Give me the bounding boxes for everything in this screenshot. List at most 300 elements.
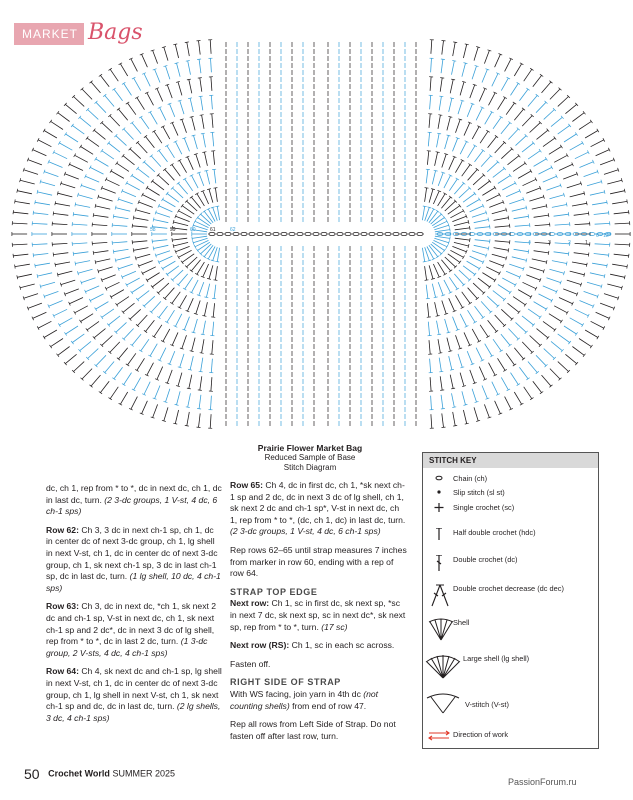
stitch-mark [53,253,54,257]
stitch-mark [498,358,506,370]
stitch-mark [530,123,541,133]
stitch-mark [126,364,129,366]
stitch-mark [73,252,74,256]
stitch-mark [35,200,36,204]
stitch-mark [575,152,588,159]
stitch-mark [13,254,14,258]
stitch-mark [94,251,109,253]
stitch-mark [488,218,489,222]
stitch-mark [144,162,155,172]
chain-mark [329,232,335,235]
stitch-mark [438,173,443,186]
stitch-mark [528,214,529,218]
diagram-left-half [12,40,314,429]
stitch-mark [131,174,133,177]
instructions-column-1 [46,483,222,731]
stitch-mark [114,367,123,379]
stitch-mark [438,353,442,354]
row-label: 0 - 12 [596,233,609,239]
stitch-mark [543,286,557,292]
stitch-mark [501,78,508,90]
section-tag-market: MARKET [14,23,84,45]
stitch-mark [567,280,581,285]
stitch-mark [147,363,154,376]
stitch-mark [181,261,184,264]
stitch-mark [80,117,91,126]
stitch-mark [102,188,116,193]
stitch-mark [81,185,95,190]
row-62: Row 62: Ch 3, 3 dc in next ch-1 sp, ch 1, dc in center dc of next 3-dc group, ch 1, lg shell in next V-st, ch 1, dc in center dc of next 3-dc group, ch 1, sk next ch-1 sp, 3 dc in last ch-1 sp, dc in last dc, turn. (1 lg shell, 10 dc, 4 ch-1 sps) [46,524,221,593]
stitch-mark [157,367,163,380]
stitch-mark [492,74,498,87]
stitch-mark [440,78,444,79]
stitch-mark [462,292,470,304]
stitch-mark [494,248,509,251]
stitch-mark [614,212,629,214]
stitch-mark [493,117,501,129]
stitch-mark [441,395,443,409]
stitch-mark [429,189,433,203]
stitch-mark [558,126,570,135]
stitch-mark [559,164,573,170]
stitch-mark [526,259,527,263]
stitch-mark [188,157,194,170]
stitch-mark [456,119,461,132]
stitch-mark [99,74,102,76]
stitch-mark [439,96,441,110]
stitch-mark [160,348,166,361]
stitch-mark [543,138,555,147]
stitch-mark [481,156,491,167]
page-number: 50 [24,766,40,782]
stitch-mark [508,156,520,165]
stitch-mark [58,113,70,122]
stitch-mark [584,291,598,296]
stitch-mark [102,336,113,346]
stitch-mark [35,263,50,266]
stitch-mark [75,262,76,266]
chain-mark [297,232,303,235]
stitch-mark [528,151,540,159]
stitch-mark [448,351,452,352]
stitch-mark [514,216,529,218]
stitch-mark [501,123,510,134]
stitch-mark [153,218,154,222]
stitch-mark [439,96,443,97]
stitch-mark [88,349,99,359]
stitch-mark [423,261,427,262]
stitch-mark [450,211,463,218]
stitch-mark [475,240,490,242]
stitch-mark [202,115,204,129]
row-label: 4 [528,240,531,246]
stitch-mark [451,388,455,389]
stitch-mark [549,314,562,322]
stitch-mark [584,273,585,277]
direction-arrows-icon [427,730,455,742]
stitch-mark [455,228,470,230]
stitch-mark [72,334,84,343]
stitch-mark [211,77,212,91]
stitch-mark [487,162,498,172]
stitch-mark [44,330,57,338]
stitch-mark [115,206,116,210]
stitch-mark [547,185,561,190]
stitch-mark [532,259,547,262]
stitch-mark [164,407,168,421]
stitch-mark [123,156,135,165]
stitch-mark [518,171,531,178]
stitch-mark [433,264,439,277]
stitch-mark [539,294,552,301]
stitch-mark [159,306,168,318]
stitch-mark [447,135,451,136]
stitch-mark [624,189,625,193]
stitch-mark [212,114,213,128]
stitch-mark [470,226,471,230]
stitch-mark [112,378,115,380]
stitch-mark [560,320,562,323]
stitch-mark [459,270,470,280]
stitch-mark [199,41,201,55]
stitch-mark [474,245,489,248]
stitch-mark [85,286,99,292]
stitch-mark [188,61,191,75]
stitch-mark [134,377,141,389]
stitch-mark [447,332,451,333]
stitch-mark [511,373,519,385]
stitch-mark [425,266,427,280]
stitch-mark [612,201,627,203]
stitch-mark [452,216,466,221]
stitch-mark [464,404,468,405]
stitch-mark [552,261,567,264]
stitch-mark [426,285,428,299]
stitch-mark [440,376,442,390]
stitch-mark [86,328,89,331]
stitch-mark [180,354,184,368]
stitch-mark [211,377,212,391]
stitch-mark [24,294,38,299]
stitch-mark [172,292,180,304]
stitch-mark [147,188,160,196]
stitch-mark [116,136,127,146]
stitch-mark [35,202,50,205]
stitch-mark [554,306,567,313]
stitch-mark [215,206,219,207]
stitch-mark [183,288,186,290]
stitch-mark [51,121,63,129]
stitch-mark [470,238,471,242]
stitch-mark [91,82,101,93]
stitch-mark [128,353,136,365]
stitch-mark [468,146,476,158]
stitch-mark [450,80,453,94]
stitch-mark [454,183,464,194]
stitch-mark [95,308,97,311]
stitch-mark [13,212,28,214]
stitch-mark [179,211,192,218]
stitch-mark [157,149,160,151]
stitch-mark [508,303,520,312]
stitch-mark [212,132,213,146]
stitch-key: STITCH KEY Chain (ch) Slip stitch (sl st) Single crochet (sc) Half double crochet (hdc) Double crochet (dc) Double crochet decrease (dc dec) Shell Large shell (lg shell) V-stitch (V-st) Direction of work [422,452,599,749]
stitch-mark [106,282,120,288]
stitch-mark [453,317,458,330]
stitch-mark [452,407,456,408]
stitch-mark [172,270,183,280]
stitch-mark [163,127,170,140]
stitch-mark [75,155,88,162]
stitch-mark [100,75,109,86]
stitch-mark [156,213,170,218]
stitch-mark [467,351,472,364]
stitch-mark [192,135,196,136]
stitch-mark [114,249,129,251]
stitch-mark [514,392,521,404]
stitch-mark [484,404,489,417]
stitch-mark [179,250,192,257]
stitch-mark [186,407,190,408]
stitch-mark [536,355,546,365]
stitch-mark [524,69,532,81]
stitch-mark [198,218,210,226]
stitch-mark [463,410,466,424]
stitch-mark [453,425,457,426]
stitch-mark [422,206,424,220]
stitch-mark [555,224,570,225]
stitch-mark [542,82,552,93]
stitch-mark [498,98,506,110]
stitch-mark [190,116,194,117]
stitch-mark [199,59,201,73]
stitch-mark [594,213,609,215]
stitch-mark [15,201,30,203]
stitch-mark [199,413,201,427]
stitch-mark [530,336,541,346]
stitch-mark [110,387,118,399]
stitch-mark [438,115,442,116]
stitch-mark [447,117,451,131]
stitch-mark [468,244,469,248]
stitch-mark [200,78,202,92]
stitch-mark [113,214,114,218]
stitch-mark [495,142,505,153]
stitch-mark [217,206,219,220]
stitch-mark [540,392,543,394]
stitch-mark [192,175,199,188]
stitch-mark [141,117,149,129]
stitch-mark [488,137,497,148]
diagram-subtitle-2: Stitch Diagram [283,463,337,472]
stitch-mark [204,170,208,171]
stitch-mark [93,213,94,217]
stitch-mark [595,244,610,245]
stitch-mark [153,404,158,417]
stitch-mark [522,143,534,152]
stitch-mark [92,225,107,226]
stitch-mark [127,183,140,190]
stitch-mark [480,325,488,337]
stitch-mark [460,142,466,155]
stitch-mark [192,332,196,333]
stitch-mark [513,163,525,171]
stitch-mark [485,112,492,124]
stitch-mark [154,245,169,248]
stitch-mark [106,179,120,185]
stitch-mark [157,316,160,318]
stitch-mark [80,320,82,323]
v-stitch-icon [425,693,461,715]
stitch-mark [442,41,444,55]
stitch-mark [141,339,149,351]
stitch-mark [615,223,630,224]
stitch-mark [203,191,209,204]
stitch-mark [212,322,213,336]
stitch-mark [452,61,455,75]
stitch-mark [472,251,486,256]
fasten-off: Fasten off. [230,658,271,669]
stitch-mark [175,63,179,64]
stitch-mark [57,273,58,277]
stitch-mark [426,169,428,183]
stitch-mark [207,278,211,279]
stitch-mark [88,110,99,120]
stitch-mark [158,283,169,293]
stitch-mark [587,182,602,186]
stitch-mark [431,414,432,428]
stitch-mark [139,261,153,266]
stitch-mark [33,213,48,215]
stitch-mark [202,152,206,153]
stitch-mark [554,328,557,331]
stitch-mark [159,150,168,162]
stitch-mark [170,104,175,117]
stitch-mark [123,303,135,312]
stitch-mark [215,261,219,262]
stitch-mark [66,326,78,334]
stitch-mark [72,224,87,225]
chain-mark [401,232,407,235]
stitch-mark [200,353,204,354]
stitch-mark [586,201,587,205]
stitch-mark [447,338,451,352]
stitch-mark [174,222,189,226]
stitch-mark [213,303,214,317]
stitch-mark [534,159,547,167]
stitch-mark [175,142,181,155]
stitch-mark [489,363,496,376]
stitch-mark [117,297,129,305]
stitch-mark [178,373,182,387]
stitch-mark [52,224,67,225]
stitch-mark [501,149,512,159]
stitch-mark [493,168,505,177]
stitch-mark [155,386,160,399]
stitch-mark [528,362,537,373]
stitch-mark [165,288,175,299]
stitch-mark [427,151,428,165]
stitch-mark [475,150,484,162]
stitch-mark [110,69,118,81]
stitch-mark [101,149,103,152]
stitch-mark [110,116,120,127]
stitch-mark [422,248,424,262]
stitch-mark [430,359,431,373]
stitch-mark [529,267,543,271]
stitch-mark [460,314,466,327]
stitch-mark [544,110,555,120]
stitch-mark [172,165,180,177]
stitch-mark [187,42,190,56]
stitch-mark [502,278,515,285]
stitch-mark [455,238,470,240]
stitch-mark [449,277,457,289]
stitch-mark [202,339,204,353]
stitch-mark [188,298,194,311]
stitch-mark [533,381,542,392]
stitch-mark [51,339,63,347]
stitch-mark [192,338,196,352]
stitch-mark [173,44,177,45]
stitch-mark [153,247,154,251]
stitch-mark [211,359,212,373]
stitch-mark [506,191,520,197]
stitch-mark [163,261,176,269]
stitch-mark [476,108,482,121]
stitch-mark [65,104,76,113]
stitch-mark [570,318,583,325]
stitch-mark [627,265,628,269]
stitch-mark [152,239,153,243]
stitch-mark [17,275,18,279]
stitch-mark [432,284,435,298]
stitch-mark [57,354,60,357]
stitch-mark [201,358,203,372]
stitch-mark [113,250,114,254]
chain-mark [313,232,319,235]
stitch-mark [444,175,451,188]
dc-icon [427,555,455,575]
stitch-mark [629,210,630,214]
stitch-mark [441,59,443,73]
stitch-mark [548,251,549,255]
stitch-mark [566,203,567,207]
stitch-mark [144,296,155,306]
stitch-mark [215,188,217,202]
stitch-mark [627,199,628,203]
stitch-mark [438,115,440,129]
stitch-mark [78,269,93,273]
stitch-mark [154,220,169,223]
stitch-mark [474,407,478,421]
stitch-mark [65,289,79,294]
watermark: PassionForum.ru [508,777,577,787]
stitch-mark [167,194,179,203]
stitch-mark [69,298,83,304]
stitch-mark [204,245,213,256]
stitch-mark [132,226,147,227]
single-crochet-icon [427,503,455,523]
stitch-mark [610,191,625,194]
stitch-mark [470,256,484,262]
stitch-mark [549,147,562,155]
stitch-mark [506,103,514,115]
stitch-mark [186,61,190,62]
stitch-mark [508,216,509,220]
chain-mark [241,232,247,235]
stitch-mark [514,348,523,359]
